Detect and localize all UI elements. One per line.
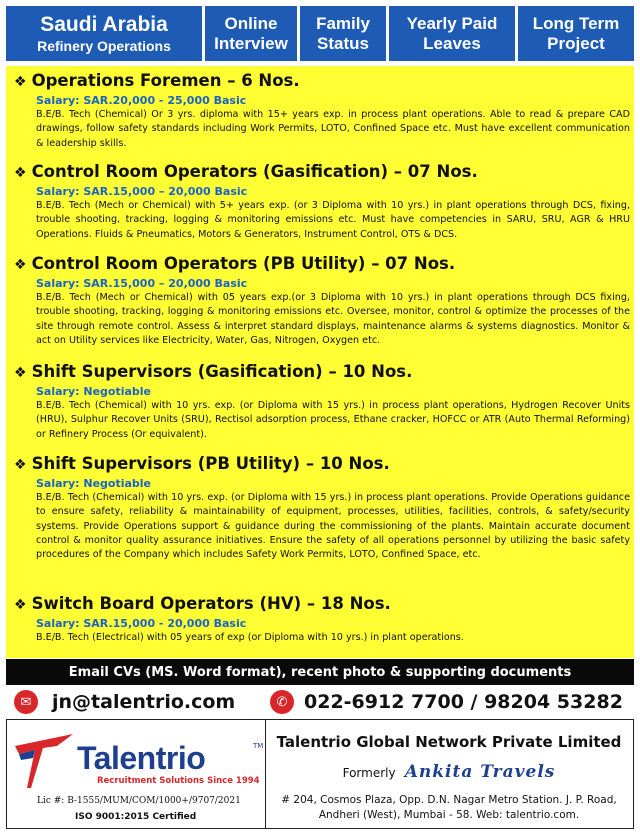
email-instructions-bar — [6, 659, 634, 685]
feature-line1: Family — [316, 13, 370, 33]
job-listing — [14, 70, 630, 151]
feature-line2: Project — [547, 33, 605, 53]
header-bar — [0, 0, 640, 66]
job-listing — [14, 453, 630, 562]
job-salary: Salary: SAR.15,000 - 20,000 Basic — [36, 617, 247, 630]
job-listing — [14, 161, 630, 242]
job-title: Switch Board Operators (HV) – 18 Nos. — [31, 594, 391, 613]
license-number: Lic #: B-1555/MUM/COM/1000+/9707/2021 — [37, 796, 241, 806]
job-description: B.E/B. Tech (Mech or Chemical) with 05 years exp.(or 3 Diploma with 10 yrs.) in plant operations through DCS fixing, trouble shooting, tracking, logging & monitoring emissions etc. Oversee, monitor, control & optimize the processes of the site through remote control. Assess & interpret standard displays, maintenance alarms & systems diagnostics. Monitor & act on Utility services like Electricity, Water, Gas, Nitrogen, Oxygen etc. — [36, 292, 630, 346]
feature-yearly-paid-leaves — [389, 6, 515, 61]
job-description: B.E/B. Tech (Mech or Chemical) with 5+ years exp. (or 3 Diploma with 10 yrs.) in plant operations through DCS, fixing, trouble shooting, tracking, logging & monitoring emissions etc. Must have competencies in SARU, SRU, AGR & HRU Operations. Fluids & Pneumatics, Motors & Generators, Instrument Control, OTS & DCS. — [36, 200, 630, 240]
trademark-mark: TM — [253, 742, 264, 750]
job-title: Control Room Operators (PB Utility) – 07 Nos. — [31, 254, 456, 273]
feature-line2: Leaves — [423, 33, 481, 53]
diamond-bullet-icon: ❖ — [14, 74, 27, 90]
company-name: Talentrio Global Network Private Limited — [276, 733, 622, 751]
job-title: Control Room Operators (Gasification) – 07 Nos. — [31, 162, 478, 181]
job-listings-panel — [6, 66, 634, 658]
diamond-bullet-icon: ❖ — [14, 365, 27, 381]
feature-long-term-project — [518, 6, 634, 61]
feature-line2: Interview — [214, 33, 288, 53]
feature-line1: Online — [224, 13, 278, 33]
contact-email[interactable]: jn@talentrio.com — [52, 691, 236, 713]
phone-icon: ✆ — [270, 690, 294, 714]
job-listing — [14, 253, 630, 348]
job-salary: Salary: Negotiable — [36, 477, 152, 490]
feature-family-status — [300, 6, 386, 61]
email-instructions-text: Email CVs (MS. Word format), recent photo & supporting documents — [68, 664, 572, 680]
country-title: Saudi Arabia — [40, 12, 168, 36]
country-subtitle: Refinery Operations — [37, 37, 171, 54]
job-salary: Salary: Negotiable — [36, 385, 152, 398]
job-salary: Salary: SAR.20,000 - 25,000 Basic — [36, 94, 247, 107]
feature-online-interview — [205, 6, 297, 61]
envelope-icon: ✉ — [14, 690, 38, 714]
formerly-label: Formerly — [342, 766, 396, 780]
iso-certification: ISO 9001:2015 Certified — [75, 812, 197, 822]
job-salary: Salary: SAR.15,000 – 20,000 Basic — [36, 277, 248, 290]
feature-line1: Yearly Paid — [406, 13, 498, 33]
job-title: Shift Supervisors (PB Utility) – 10 Nos. — [31, 454, 390, 473]
feature-line2: Status — [317, 33, 369, 53]
job-description: B.E/B. Tech (Chemical) with 10 yrs. exp. (or Diploma with 15 yrs.) in process plant operations. Provide Operations guidance to ensure safety, reliability & maintainability of equipment, processes, utilities, facilities, controls, & safety/security systems. Provide Operations support & guidance during the commissioning of the plants. Maintain accurate document control & monitor quality assurance initiatives. Ensure the safety of all operations personnel by utilizing the basic safety procedures of the Company which includes Safety Work Permits, LOTO, Confined Space, etc. — [36, 492, 630, 561]
address-line: Andheri (West), Mumbai - 58. Web: talentrio.com. — [318, 809, 580, 821]
talentrio-logo — [13, 730, 264, 790]
job-title: Shift Supervisors (Gasification) – 10 Nos. — [31, 362, 413, 381]
formerly-line — [265, 762, 633, 782]
address-line: # 204, Cosmos Plaza, Opp. D.N. Nagar Metro Station. J. P. Road, — [281, 794, 617, 806]
job-description: B.E/B. Tech (Chemical) Or 3 yrs. diploma with 15+ years exp. in process plant operations. Able to read & prepare CAD drawings, follow safety standards including Work Permits, LOTO, Confined Space etc. Must have excellent communication & leadership skills. — [36, 109, 630, 149]
company-address — [269, 793, 629, 823]
brand-tagline: Recruitment Solutions Since 1994 — [97, 776, 260, 786]
job-listing — [14, 361, 630, 442]
job-description: B.E/B. Tech (Electrical) with 05 years of exp (or Diploma with 10 yrs.) in plant operations. — [36, 632, 464, 643]
diamond-bullet-icon: ❖ — [14, 165, 27, 181]
country-banner — [6, 6, 202, 61]
company-footer — [6, 719, 634, 829]
diamond-bullet-icon: ❖ — [14, 597, 27, 613]
talentrio-t-icon — [13, 732, 75, 790]
diamond-bullet-icon: ❖ — [14, 257, 27, 273]
contact-row — [6, 686, 634, 719]
job-description: B.E/B. Tech (Chemical) with 10 yrs. exp. (or Diploma with 15 yrs.) in process plant operations, Hydrogen Recover Units (HRU), Sulphur Recover Units (SRU), Rectisol adsorption process, Ethane cracker, HOFCC or ATR (Auto Thermal Reforming) or Refinery Process (Or equivalent). — [36, 400, 630, 440]
brand-name: Talentrio — [77, 740, 206, 776]
feature-line1: Long Term — [532, 13, 620, 33]
diamond-bullet-icon: ❖ — [14, 457, 27, 473]
job-title: Operations Foremen – 6 Nos. — [31, 71, 300, 90]
job-salary: Salary: SAR.15,000 – 20,000 Basic — [36, 185, 248, 198]
job-listing — [14, 593, 630, 645]
contact-phone[interactable]: 022-6912 7700 / 98204 53282 — [304, 691, 623, 713]
former-company-name: Ankita Travels — [404, 762, 556, 782]
